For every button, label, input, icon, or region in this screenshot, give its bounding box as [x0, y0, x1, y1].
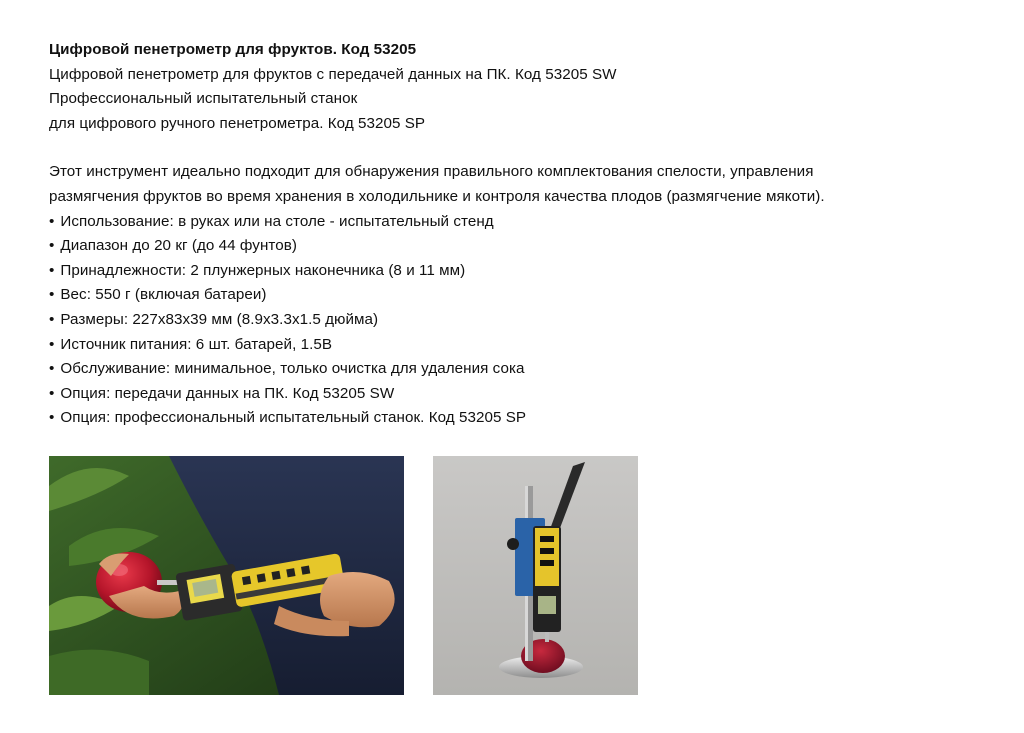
test-stand-photo: [433, 456, 638, 695]
description-line: Этот инструмент идеально подходит для обнаружения правильного комплектования спелости, управления: [49, 163, 814, 181]
feature-item: • Источник питания: 6 шт. батарей, 1.5В: [49, 333, 1009, 358]
description-line: размягчения фруктов во время хранения в холодильнике и контроля качества плодов (размягчение мякоти).: [49, 187, 825, 205]
feature-item: • Принадлежности: 2 плунжерных наконечника (8 и 11 мм): [49, 259, 1009, 284]
product-variant-sw: Цифровой пенетрометр для фруктов с передачей данных на ПК. Код 53205 SW: [49, 65, 617, 83]
product-text: [49, 38, 1009, 431]
feature-item: • Опция: профессиональный испытательный станок. Код 53205 SP: [49, 406, 1009, 431]
feature-item: • Вес: 550 г (включая батареи): [49, 283, 1009, 308]
product-variant-sp-line1: Профессиональный испытательный станок: [49, 90, 358, 108]
feature-item: • Обслуживание: минимальное, только очистка для удаления сока: [49, 357, 1009, 382]
handheld-penetrometer-photo: [49, 456, 404, 695]
product-title: Цифровой пенетрометр для фруктов. Код 53205: [49, 41, 417, 58]
feature-item: • Опция: передачи данных на ПК. Код 53205 SW: [49, 382, 1009, 407]
feature-item: • Диапазон до 20 кг (до 44 фунтов): [49, 234, 1009, 259]
feature-item: • Размеры: 227x83x39 мм (8.9x3.3x1.5 дюйма): [49, 308, 1009, 333]
feature-item: • Использование: в руках или на столе - испытательный стенд: [49, 210, 1009, 235]
product-variant-sp-line2: для цифрового ручного пенетрометра. Код 53205 SP: [49, 114, 426, 132]
feature-list: [49, 210, 1009, 431]
paragraph-gap: [49, 136, 1009, 160]
